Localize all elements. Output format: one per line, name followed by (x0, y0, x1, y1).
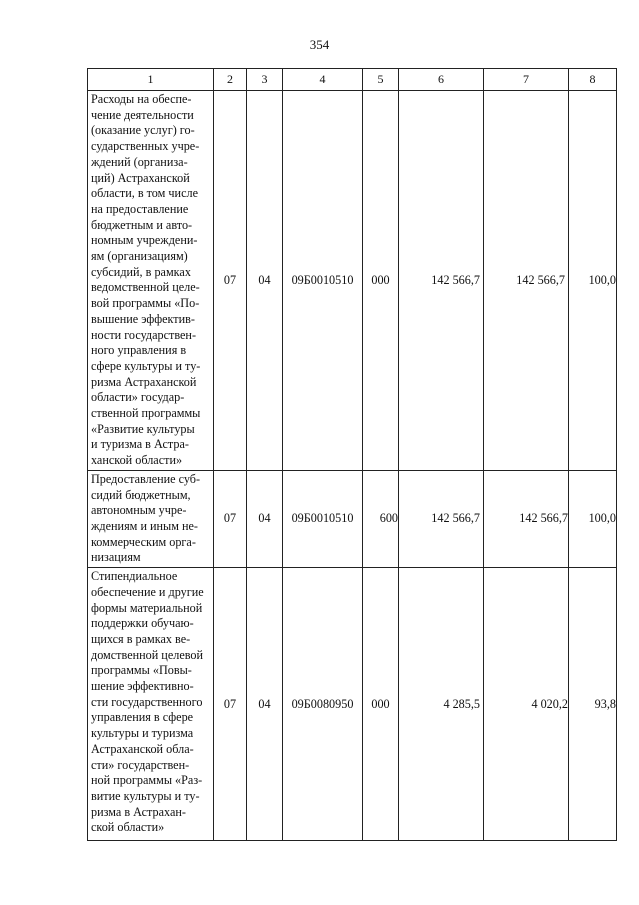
description-line: «Развитие культуры (91, 421, 195, 436)
cell-expense-type: 600 (363, 470, 399, 567)
cell-amount-executed: 142 566,7 (484, 470, 569, 567)
description-line: ханской области» (91, 453, 183, 468)
description-line: сударственных учре- (91, 139, 200, 154)
column-header: 7 (484, 69, 569, 91)
description-line: сидий бюджетным, (91, 487, 191, 502)
cell-expense-type: 000 (363, 91, 399, 471)
description-line: (оказание услуг) го- (91, 123, 195, 138)
row-description (88, 91, 214, 471)
description-line: ственной программы (91, 406, 201, 421)
column-header: 1 (88, 69, 214, 91)
cell-section: 07 (214, 568, 247, 841)
page-number: 354 (309, 37, 330, 52)
description-line: ждениям и иным не- (91, 518, 198, 533)
description-line: и туризма в Астра- (91, 437, 189, 452)
cell-subsection: 04 (247, 470, 283, 567)
description-line: ной программы «Раз- (91, 773, 203, 788)
column-header: 2 (214, 69, 247, 91)
description-line: ям (организациям) (91, 249, 188, 264)
budget-table (87, 68, 617, 841)
description-line: Расходы на обеспе- (91, 92, 192, 106)
description-line: Астраханской обла- (91, 741, 194, 756)
row-description (88, 470, 214, 567)
description-line: номным учреждени- (91, 233, 198, 248)
cell-target-article: 09Б0010510 (283, 470, 363, 567)
description-line: чение деятельности (91, 107, 194, 122)
description-line: обеспечение и другие (91, 584, 204, 599)
description-line: ности государствен- (91, 327, 197, 342)
row-description (88, 568, 214, 841)
cell-amount-planned: 142 566,7 (399, 91, 484, 471)
cell-expense-type: 000 (363, 568, 399, 841)
description-line: ской области» (91, 820, 165, 835)
column-header: 4 (283, 69, 363, 91)
description-line: культуры и туризма (91, 726, 194, 741)
cell-target-article: 09Б0010510 (283, 91, 363, 471)
cell-amount-executed: 142 566,7 (484, 91, 569, 471)
cell-amount-planned: 4 285,5 (399, 568, 484, 841)
table-row (88, 568, 617, 841)
table-row (88, 91, 617, 471)
description-line: ризма Астраханской (91, 374, 197, 389)
cell-percent: 93,8 (569, 568, 617, 841)
column-header: 6 (399, 69, 484, 91)
description-line: программы «Повы- (91, 663, 192, 678)
column-header: 8 (569, 69, 617, 91)
description-line: на предоставление (91, 201, 189, 216)
description-line: поддержки обучаю- (91, 616, 194, 631)
description-line: низациям (91, 550, 141, 565)
description-line: Стипендиальное (91, 569, 178, 584)
table-header-row (88, 69, 617, 91)
description-line: области» государ- (91, 390, 185, 405)
cell-target-article: 09Б0080950 (283, 568, 363, 841)
cell-section: 07 (214, 470, 247, 567)
description-line: сфере культуры и ту- (91, 358, 201, 373)
description-line: сти» государствен- (91, 757, 190, 772)
cell-subsection: 04 (247, 568, 283, 841)
description-line: шение эффективно- (91, 679, 194, 694)
cell-amount-planned: 142 566,7 (399, 470, 484, 567)
column-header: 5 (363, 69, 399, 91)
description-line: вышение эффектив- (91, 311, 195, 326)
description-line: сти государственного (91, 694, 203, 709)
column-header: 3 (247, 69, 283, 91)
description-line: управления в сфере (91, 710, 194, 725)
description-line: автономным учре- (91, 503, 187, 518)
description-line: ждений (организа- (91, 154, 188, 169)
cell-section: 07 (214, 91, 247, 471)
cell-amount-executed: 4 020,2 (484, 568, 569, 841)
description-line: ризма в Астрахан- (91, 804, 186, 819)
description-line: коммерческим орга- (91, 534, 196, 549)
cell-percent: 100,0 (569, 470, 617, 567)
description-line: витие культуры и ту- (91, 788, 200, 803)
description-line: домственной целевой (91, 647, 204, 662)
cell-percent: 100,0 (569, 91, 617, 471)
description-line: вой программы «По- (91, 296, 200, 311)
table-row (88, 470, 617, 567)
description-line: ного управления в (91, 343, 187, 358)
description-line: субсидий, в рамках (91, 264, 191, 279)
description-line: ций) Астраханской (91, 170, 190, 185)
description-line: области, в том числе (91, 186, 198, 201)
description-line: формы материальной (91, 600, 203, 615)
description-line: щихся в рамках ве- (91, 631, 191, 646)
description-line: Предоставление суб- (91, 471, 201, 486)
description-line: бюджетным и авто- (91, 217, 193, 232)
cell-subsection: 04 (247, 91, 283, 471)
description-line: ведомственной целе- (91, 280, 200, 295)
